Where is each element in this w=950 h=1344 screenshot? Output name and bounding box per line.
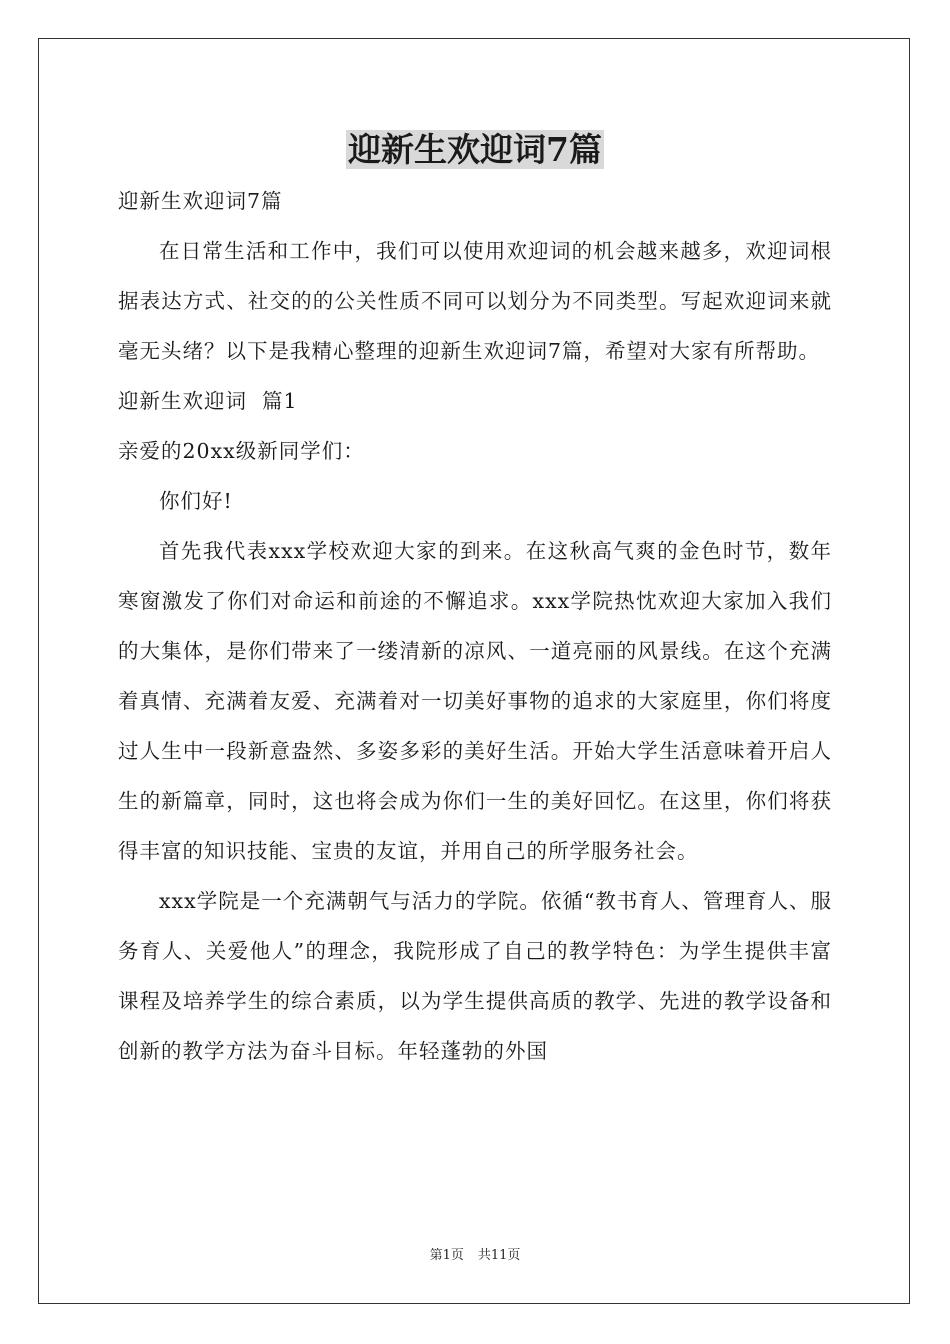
document-body (118, 176, 832, 1076)
greeting: 你们好! (159, 489, 233, 513)
page-footer (0, 1247, 950, 1265)
intro-paragraph: 在日常生活和工作中，我们可以使用欢迎词的机会越来越多，欢迎词根据表达方式、社交的的公关性质不同可以划分为不同类型。写起欢迎词来就毫无头绪？以下是我精心整理的迎新生欢迎词7篇，希望对大家有所帮助。 (118, 239, 832, 363)
page-total: 共11页 (477, 1248, 521, 1263)
body-paragraph-1: 首先我代表xxx学校欢迎大家的到来。在这秋高气爽的金色时节，数年寒窗激发了你们对命运和前途的不懈追求。xxx学院热忱欢迎大家加入我们的大集体，是你们带来了一缕清新的凉风、一道亮丽的风景线。在这个充满着真情、充满着友爱、充满着对一切美好事物的追求的大家庭里，你们将度过人生中一段新意盎然、多姿多彩的美好生活。开始大学生活意味着开启人生的新篇章，同时，这也将会成为你们一生的美好回忆。在这里，你们将获得丰富的知识技能、宝贵的友谊，并用自己的所学服务社会。 (118, 539, 832, 863)
document-title-text: 迎新生欢迎词7篇 (348, 130, 602, 169)
document-subtitle: 迎新生欢迎词7篇 (118, 189, 283, 213)
page-number: 第1页 (429, 1248, 464, 1263)
document-title (0, 126, 950, 174)
section-heading: 迎新生欢迎词 篇1 (118, 389, 298, 413)
body-paragraph-2: xxx学院是一个充满朝气与活力的学院。依循“教书育人、管理育人、服务育人、关爱他人”的理念，我院形成了自己的教学特色：为学生提供丰富课程及培养学生的综合素质，以为学生提供高质的教学、先进的教学设备和创新的教学方法为奋斗目标。年轻蓬勃的外国 (118, 889, 832, 1063)
salutation: 亲爱的20xx级新同学们： (118, 439, 365, 463)
